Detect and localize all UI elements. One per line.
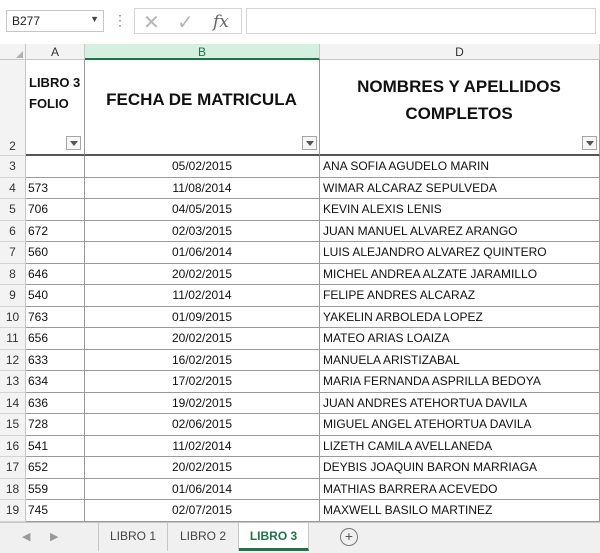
- cell-nombre[interactable]: ANA SOFIA AGUDELO MARIN: [320, 156, 600, 178]
- cell-folio[interactable]: 540: [26, 285, 85, 307]
- column-headers: [0, 44, 600, 60]
- more-options-icon[interactable]: ⋮: [113, 12, 127, 28]
- sheet-tab-bar: [0, 522, 600, 553]
- header-folio-line2: FOLIO: [29, 96, 69, 111]
- cell-folio[interactable]: [26, 156, 85, 178]
- header-cell-nombres[interactable]: [320, 60, 600, 156]
- cell-fecha[interactable]: 01/06/2014: [85, 479, 320, 501]
- row-header[interactable]: 5: [0, 199, 26, 221]
- name-box-value: B277: [12, 14, 41, 28]
- formula-buttons: [134, 8, 242, 34]
- insert-function-icon[interactable]: fx: [213, 12, 229, 32]
- tab-libro-2[interactable]: LIBRO 2: [168, 523, 239, 551]
- cell-nombre[interactable]: MIGUEL ANGEL ATEHORTUA DAVILA: [320, 414, 600, 436]
- next-sheet-icon[interactable]: ▶: [50, 531, 59, 543]
- row-header[interactable]: 4: [0, 178, 26, 200]
- cell-folio[interactable]: 652: [26, 457, 85, 479]
- column-header-a[interactable]: A: [26, 44, 85, 60]
- cell-folio[interactable]: 559: [26, 479, 85, 501]
- enter-icon[interactable]: ✓: [177, 12, 194, 34]
- row-header[interactable]: 8: [0, 264, 26, 286]
- cell-fecha[interactable]: 11/02/2014: [85, 285, 320, 307]
- select-all-corner[interactable]: [0, 44, 26, 60]
- cell-folio[interactable]: 541: [26, 436, 85, 458]
- filter-dropdown-icon[interactable]: [66, 136, 81, 150]
- row-header[interactable]: 15: [0, 414, 26, 436]
- prev-sheet-icon[interactable]: ◀: [22, 531, 31, 543]
- cell-fecha[interactable]: 01/09/2015: [85, 307, 320, 329]
- formula-bar: [0, 0, 600, 44]
- cell-fecha[interactable]: 17/02/2015: [85, 371, 320, 393]
- row-header[interactable]: 14: [0, 393, 26, 415]
- cell-fecha[interactable]: 02/07/2015: [85, 500, 320, 522]
- row-header[interactable]: 19: [0, 500, 26, 522]
- cell-fecha[interactable]: 02/06/2015: [85, 414, 320, 436]
- cell-folio[interactable]: 633: [26, 350, 85, 372]
- row-header[interactable]: 11: [0, 328, 26, 350]
- header-cell-folio[interactable]: [26, 60, 85, 156]
- row-header[interactable]: 10: [0, 307, 26, 329]
- header-fecha-label: FECHA DE MATRICULA: [106, 90, 297, 109]
- cell-fecha[interactable]: 11/08/2014: [85, 178, 320, 200]
- cell-nombre[interactable]: FELIPE ANDRES ALCARAZ: [320, 285, 600, 307]
- cell-fecha[interactable]: 20/02/2015: [85, 264, 320, 286]
- spreadsheet-grid: [0, 44, 600, 522]
- cell-folio[interactable]: 636: [26, 393, 85, 415]
- cell-folio[interactable]: 728: [26, 414, 85, 436]
- row-header[interactable]: 13: [0, 371, 26, 393]
- add-sheet-icon[interactable]: +: [340, 528, 358, 546]
- header-nombres-line2: COMPLETOS: [405, 104, 513, 123]
- cell-folio[interactable]: 646: [26, 264, 85, 286]
- cell-folio[interactable]: 706: [26, 199, 85, 221]
- cell-folio[interactable]: 634: [26, 371, 85, 393]
- cell-nombre[interactable]: MANUELA ARISTIZABAL: [320, 350, 600, 372]
- cell-nombre[interactable]: LIZETH CAMILA AVELLANEDA: [320, 436, 600, 458]
- cell-nombre[interactable]: JUAN MANUEL ALVAREZ ARANGO: [320, 221, 600, 243]
- cancel-icon[interactable]: ✕: [143, 12, 160, 34]
- cell-nombre[interactable]: YAKELIN ARBOLEDA LOPEZ: [320, 307, 600, 329]
- cell-fecha[interactable]: 11/02/2014: [85, 436, 320, 458]
- cell-folio[interactable]: 745: [26, 500, 85, 522]
- row-header-2[interactable]: 2: [0, 60, 26, 156]
- cell-fecha[interactable]: 19/02/2015: [85, 393, 320, 415]
- cell-fecha[interactable]: 05/02/2015: [85, 156, 320, 178]
- cell-fecha[interactable]: 20/02/2015: [85, 457, 320, 479]
- cell-nombre[interactable]: MATHIAS BARRERA ACEVEDO: [320, 479, 600, 501]
- cell-folio[interactable]: 672: [26, 221, 85, 243]
- cell-nombre[interactable]: DEYBIS JOAQUIN BARON MARRIAGA: [320, 457, 600, 479]
- row-header[interactable]: 18: [0, 479, 26, 501]
- row-header[interactable]: 9: [0, 285, 26, 307]
- column-header-b[interactable]: B: [85, 44, 320, 60]
- cell-nombre[interactable]: JUAN ANDRES ATEHORTUA DAVILA: [320, 393, 600, 415]
- tab-libro-1[interactable]: LIBRO 1: [98, 523, 168, 551]
- filter-dropdown-icon[interactable]: [582, 136, 597, 150]
- cell-fecha[interactable]: 16/02/2015: [85, 350, 320, 372]
- cell-fecha[interactable]: 01/06/2014: [85, 242, 320, 264]
- cell-folio[interactable]: 763: [26, 307, 85, 329]
- cell-folio[interactable]: 560: [26, 242, 85, 264]
- cell-folio[interactable]: 656: [26, 328, 85, 350]
- header-nombres-line1: NOMBRES Y APELLIDOS: [357, 77, 561, 96]
- row-header[interactable]: 3: [0, 156, 26, 178]
- cell-nombre[interactable]: WIMAR ALCARAZ SEPULVEDA: [320, 178, 600, 200]
- header-cell-fecha[interactable]: [85, 60, 320, 156]
- row-header[interactable]: 6: [0, 221, 26, 243]
- cell-folio[interactable]: 573: [26, 178, 85, 200]
- tab-libro-3[interactable]: LIBRO 3: [239, 523, 309, 551]
- row-header[interactable]: 12: [0, 350, 26, 372]
- filter-dropdown-icon[interactable]: [302, 136, 317, 150]
- column-header-d[interactable]: D: [320, 44, 600, 60]
- row-header[interactable]: 7: [0, 242, 26, 264]
- cell-fecha[interactable]: 04/05/2015: [85, 199, 320, 221]
- cell-nombre[interactable]: LUIS ALEJANDRO ALVAREZ QUINTERO: [320, 242, 600, 264]
- header-folio-line1: LIBRO 3: [29, 75, 81, 90]
- name-box[interactable]: [6, 10, 104, 32]
- cell-nombre[interactable]: MATEO ARIAS LOAIZA: [320, 328, 600, 350]
- cell-nombre[interactable]: MICHEL ANDREA ALZATE JARAMILLO: [320, 264, 600, 286]
- cell-fecha[interactable]: 02/03/2015: [85, 221, 320, 243]
- cell-nombre[interactable]: KEVIN ALEXIS LENIS: [320, 199, 600, 221]
- cell-nombre[interactable]: MAXWELL BASILO MARTINEZ: [320, 500, 600, 522]
- formula-input[interactable]: [246, 8, 596, 34]
- row-header[interactable]: 17: [0, 457, 26, 479]
- row-header[interactable]: 16: [0, 436, 26, 458]
- cell-nombre[interactable]: MARIA FERNANDA ASPRILLA BEDOYA: [320, 371, 600, 393]
- chevron-down-icon[interactable]: ▼: [90, 14, 99, 24]
- cell-fecha[interactable]: 20/02/2015: [85, 328, 320, 350]
